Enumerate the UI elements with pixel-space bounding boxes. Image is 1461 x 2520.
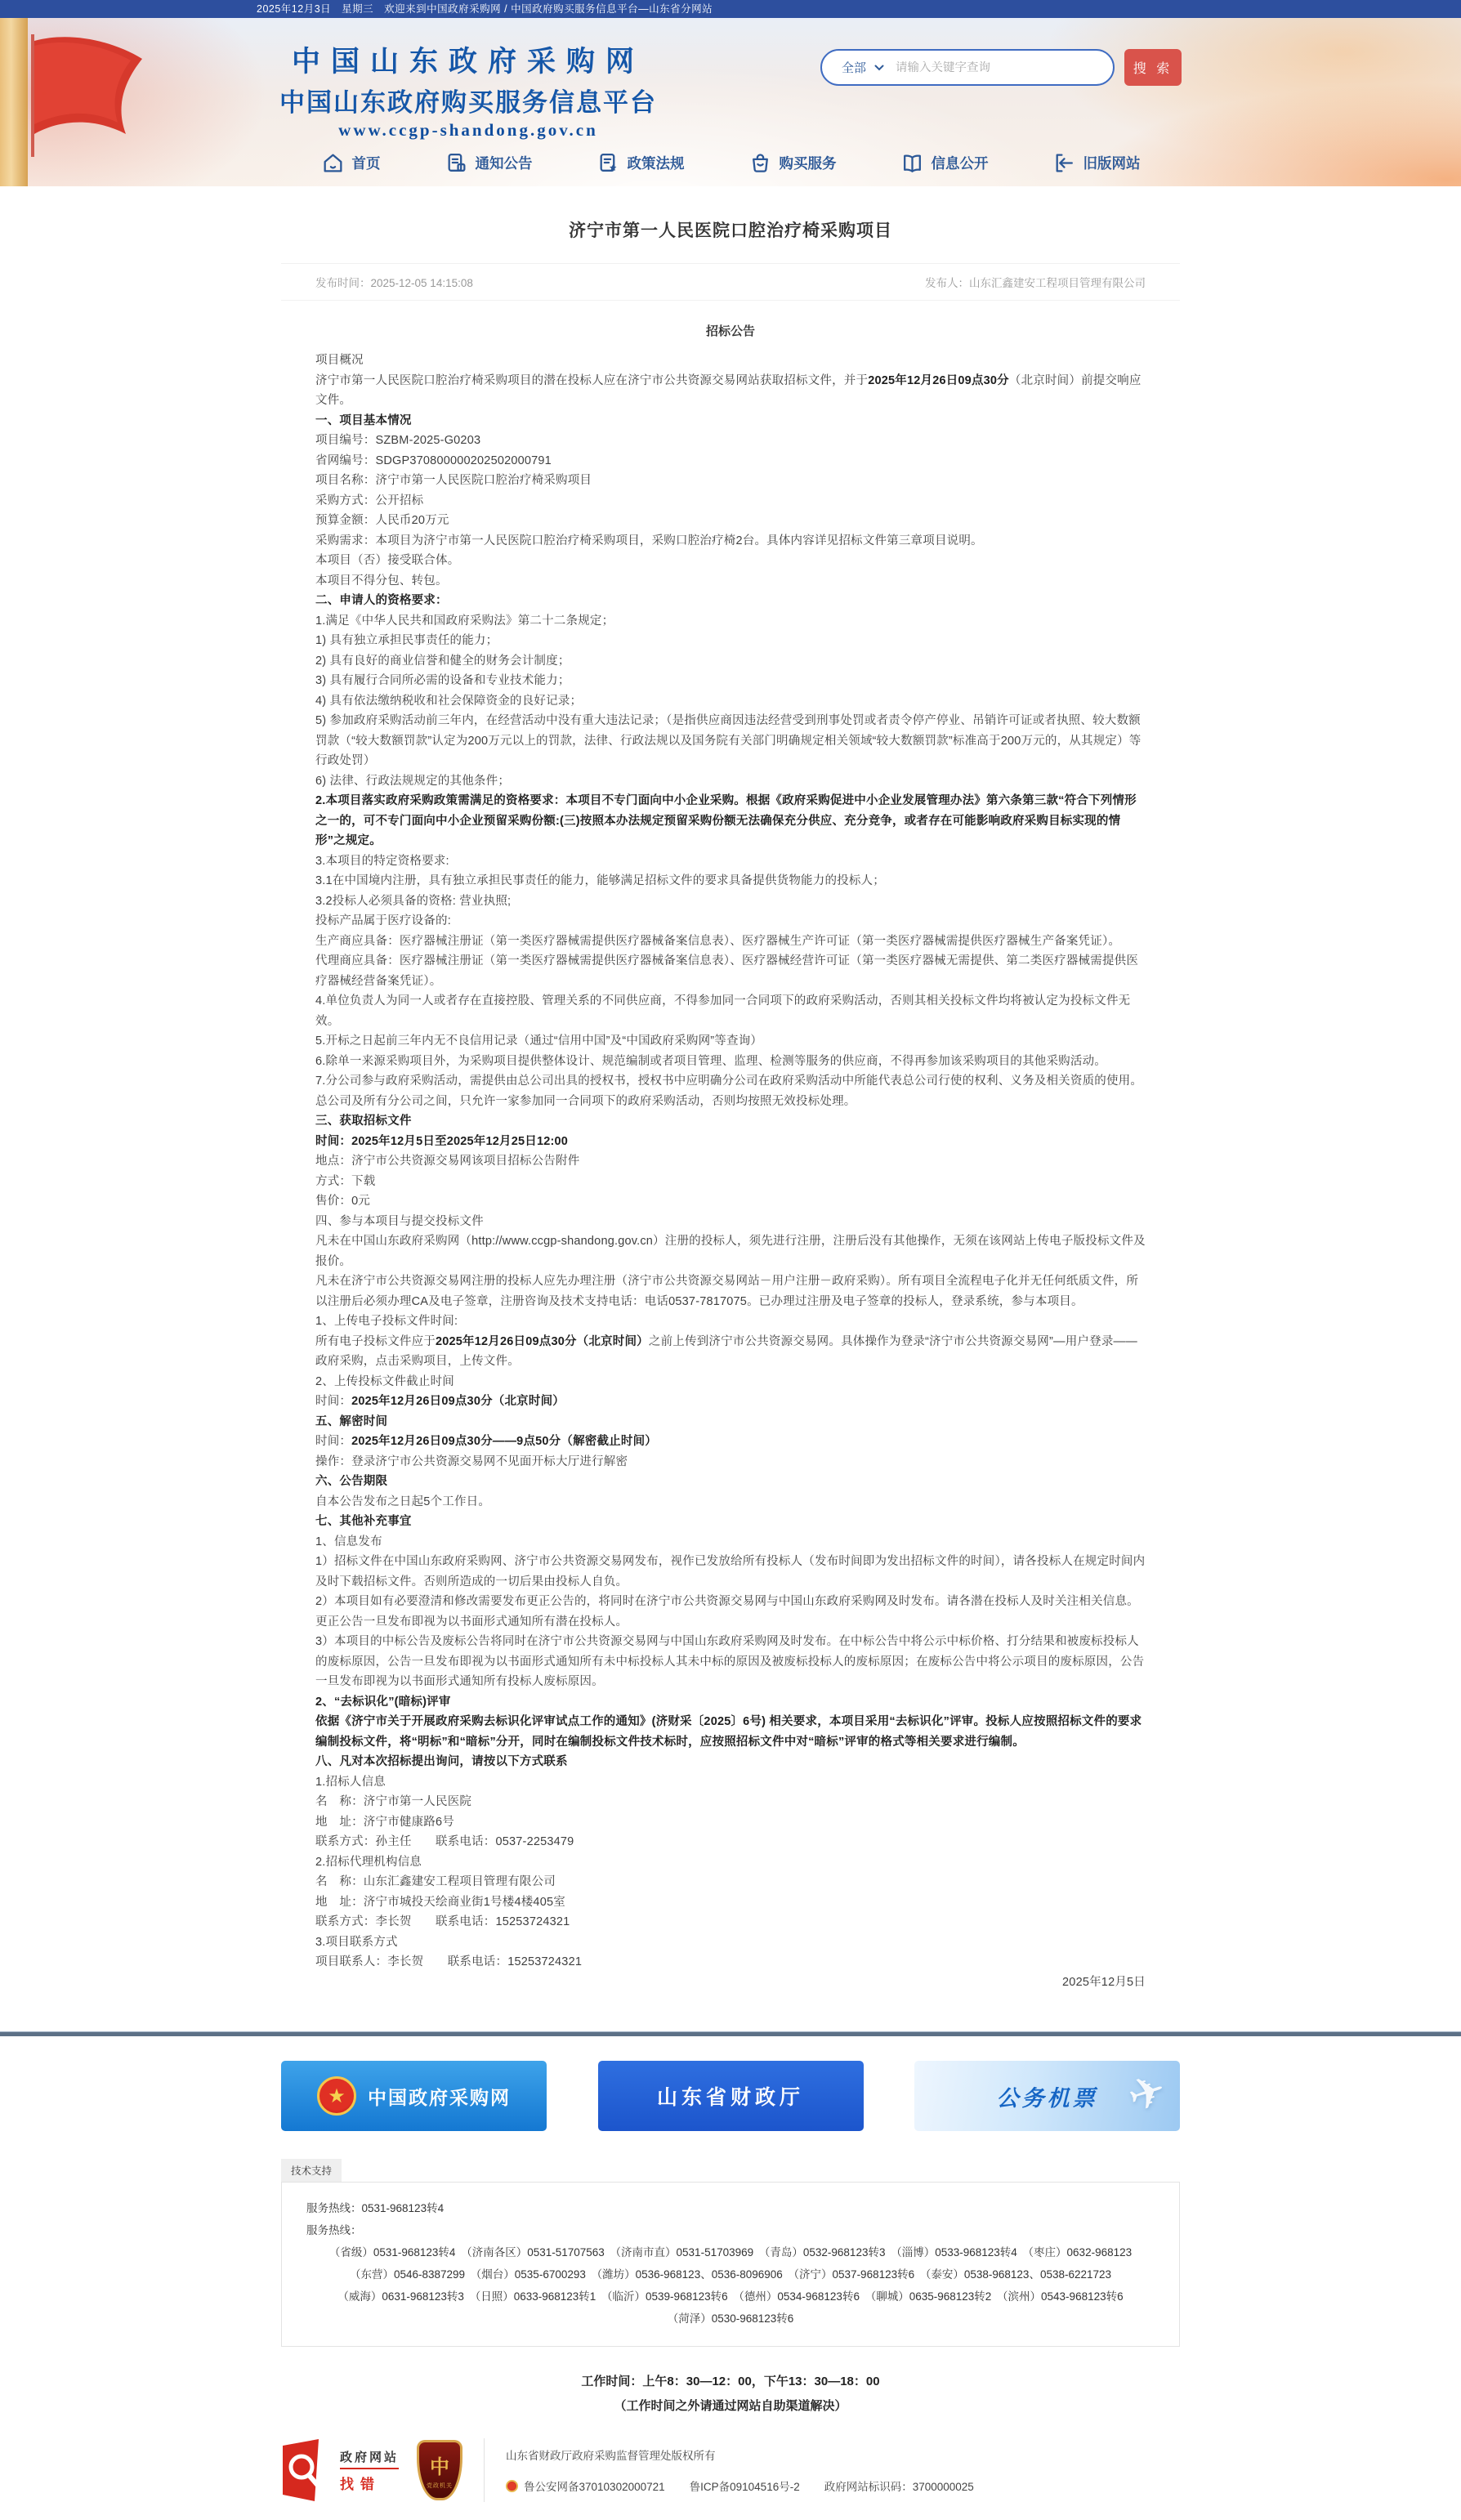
airplane-icon: ✈ — [1121, 2064, 1173, 2123]
search-input[interactable] — [896, 61, 1100, 74]
article-paragraph: 5.开标之日起前三年内无不良信用记录（通过“信用中国”及“中国政府采购网”等查询） — [315, 1034, 763, 1048]
nav-item-old-site[interactable] — [1052, 151, 1141, 175]
article-paragraph: 省网编号：SDGP370800000202502000791 — [315, 454, 552, 467]
banner-ccgp[interactable] — [281, 2061, 547, 2131]
article-paragraph: 六、公告期限 — [315, 1475, 388, 1488]
publish-time-label: 发布时间： — [315, 277, 371, 289]
article-paragraph: 4.单位负责人为同一人或者存在直接控股、管理关系的不同供应商，不得参加同一合同项下的政府采购活动，否则其相关投标文件均将被认定为投标文件无效。 — [315, 994, 1131, 1028]
badge-glyph: 中 — [430, 2457, 450, 2478]
banner-official-flights[interactable] — [914, 2061, 1180, 2131]
banner-label: 山东省财政厅 — [656, 2086, 804, 2109]
party-gov-badge[interactable] — [417, 2440, 462, 2500]
worktime-note: （工作时间之外请通过网站自助渠道解决） — [614, 2399, 847, 2413]
nav-label: 首页 — [351, 155, 381, 172]
hotline-line: （省级）0531-968123转4 （济南各区）0531-51707563 （济南市直）0531-51703969 （青岛）0532-968123转3 （淄博）0533-968123转4 （枣庄）0632-968123 — [328, 2246, 1133, 2259]
article-paragraph: 自本公告发布之日起5个工作日。 — [315, 1495, 491, 1508]
nav-item-home[interactable] — [321, 151, 381, 175]
article-paragraph: 3）本项目的中标公告及废标公告将同时在济宁市公共资源交易网与中国山东政府采购网及时发布。在中标公告中将公示中标价格、打分结果和被废标投标人的废标原因，公告一旦发布即视为以书面形式通知所有未中标投标人其未中标的原因及被废标投标人的废标原因；在废标公告中将公示项目的废标原因，公告一旦发布即视为以书面形式通知所有投标人废标原因。 — [315, 1635, 1145, 1688]
article-paragraph: 2) 具有良好的商业信誉和健全的财务会计制度； — [315, 654, 570, 668]
search-bar — [820, 49, 1182, 86]
article-paragraph: 三、获取招标文件 — [315, 1115, 412, 1128]
article-paragraph: 3.项目联系方式 — [315, 1935, 398, 1949]
hotline-line: （菏泽）0530-968123转6 — [667, 2312, 794, 2325]
meta-row — [281, 263, 1180, 301]
footer-divider — [0, 2031, 1461, 2036]
icp-record: 鲁ICP备09104516号-2 — [689, 2481, 800, 2493]
site-logo-subtitle: 中国山东政府购买服务信息平台 — [279, 88, 657, 117]
badge-label: 党政机关 — [427, 2483, 453, 2489]
article-paragraph: 4) 具有依法缴纳税收和社会保障资金的良好记录； — [315, 694, 583, 708]
article-body — [281, 346, 1180, 2004]
home-icon — [321, 151, 345, 175]
article-paragraph: 联系方式：孙主任 联系电话：0537-2253479 — [315, 1835, 574, 1848]
article-paragraph: 7.分公司参与政府采购活动，需提供由总公司出具的授权书，授权书中应明确分公司在政府采购活动中所能代表总公司行使的权利、义务及相关资质的使用。总公司及所有分公司之间，只允许一家参加同一合同项下的政府采购活动，否则均按照无效投标处理。 — [315, 1075, 1143, 1108]
chevron-down-icon — [874, 65, 884, 71]
article-paragraph: 采购方式：公开招标 — [315, 494, 424, 507]
psb-record — [506, 2478, 665, 2494]
worktime-hours: 工作时间：上午8：30—12：00，下午13：30—18：00 — [581, 2375, 880, 2388]
article-paragraph: 投标产品属于医疗设备的: — [315, 914, 451, 927]
shopping-bag-icon — [748, 151, 772, 175]
article-paragraph: 项目编号：SZBM-2025-G0203 — [315, 434, 481, 447]
article-paragraph: 预算金额：人民币20万元 — [315, 514, 449, 527]
site-logo-title: 中国山东政府采购网 — [291, 46, 645, 78]
copyright-line: 山东省财政厅政府采购监督管理处版权所有 — [506, 2450, 716, 2462]
article-paragraph: 2.本项目落实政府采购政策需满足的资格要求：本项目不专门面向中小企业采购。根据《政府采购促进中小企业发展管理办法》第六条第三款“符合下列情形之一的，可不专门面向中小企业预留采购份额:(三)按照本办法规定预留采购份额无法确保充分供应、充分竞争，或者存在可能影响政府采购目标实现的情形”之规定。 — [315, 794, 1137, 847]
article-paragraph: 所有电子投标文件应于2025年12月26日09点30分（北京时间）之前上传到济宁市公共资源交易网。具体操作为登录“济宁市公共资源交易网”—用户登录——政府采购，点击采购项目，上传文件。 — [315, 1334, 1137, 1368]
article-paragraph: 五、解密时间 — [315, 1414, 388, 1428]
policy-icon — [596, 151, 620, 175]
finderr-texts — [340, 2448, 399, 2493]
article-paragraph: 本项目不得分包、转包。 — [315, 574, 448, 588]
site-logo — [279, 39, 657, 141]
article-paragraph: 5) 参加政府采购活动前三年内，在经营活动中没有重大违法记录；（是指供应商因违法经营受到刑事处罚或者责令停产停业、吊销许可证或者执照、较大数额罚款（“较大数额罚款”认定为200万元以上的罚款，法律、行政法规以及国务院有关部门明确规定相关领域“较大数额罚款”标准高于200万元的，从其规定）等行政处罚） — [315, 714, 1142, 767]
hotline-secondary-label: 服务热线： — [306, 2224, 362, 2236]
site-header — [0, 18, 1461, 186]
article-paragraph: 2、上传投标文件截止时间 — [315, 1374, 454, 1388]
search-category-value: 全部 — [842, 61, 867, 75]
site-logo-url: www.ccgp-shandong.gov.cn — [338, 120, 598, 140]
worktime — [0, 2370, 1461, 2419]
article-paragraph: 2）本项目如有必要澄清和修改需要发布更正公告的，将同时在济宁市公共资源交易网与中国山东政府采购网及时发布。请各潜在投标人及时关注相关信息。更正公告一旦发布即视为以书面形式通知所有潜在投标人。 — [315, 1595, 1139, 1629]
red-flag-art — [21, 29, 160, 168]
article-paragraph: 名 称：山东汇鑫建安工程项目管理有限公司 — [315, 1875, 556, 1888]
site-code — [824, 2478, 974, 2494]
footer-texts — [506, 2446, 974, 2494]
article-paragraph: 时间：2025年12月5日至2025年12月25日12:00 — [315, 1134, 569, 1148]
article-paragraph: 联系方式：李长贺 联系电话：15253724321 — [315, 1915, 570, 1928]
hotline-line: （东营）0546-8387299 （烟台）0535-6700293 （潍坊）0536-968123、0536-8096906 （济宁）0537-968123转6 （泰安）0538-968123、0538-6221723 — [349, 2268, 1112, 2281]
article-paragraph: 项目联系人：李长贺 联系电话：15253724321 — [315, 1955, 583, 1968]
article-paragraph: 操作：登录济宁市公共资源交易网不见面开标大厅进行解密 — [315, 1454, 628, 1468]
article-paragraph: 1) 具有独立承担民事责任的能力； — [315, 634, 498, 647]
banner-finance-dept[interactable] — [598, 2061, 864, 2131]
article-paragraph: 时间：2025年12月26日09点30分（北京时间） — [315, 1395, 565, 1408]
records-line — [506, 2478, 974, 2494]
article-paragraph: 售价：0元 — [315, 1195, 371, 1208]
article-paragraph: 采购需求：本项目为济宁市第一人民医院口腔治疗椅采购项目，采购口腔治疗椅2台。具体内容详见招标文件第三章项目说明。 — [315, 534, 983, 547]
publish-time-value: 2025-12-05 14:15:08 — [370, 277, 473, 289]
publisher — [925, 274, 1146, 290]
article-paragraph: 1.招标人信息 — [315, 1775, 386, 1789]
site-code-value: 3700000025 — [912, 2481, 974, 2493]
search-category-select[interactable] — [842, 59, 884, 76]
article-paragraph: 本项目（否）接受联合体。 — [315, 554, 460, 567]
article-paragraph: 地点：济宁市公共资源交易网该项目招标公告附件 — [315, 1155, 580, 1168]
search-button[interactable]: 搜 索 — [1124, 49, 1182, 86]
footer-separator — [484, 2438, 485, 2502]
article-paragraph: 6.除单一来源采购项目外，为采购项目提供整体设计、规范编制或者项目管理、监理、检测等服务的供应商，不得再参加该采购项目的其他采购活动。 — [315, 1054, 1106, 1068]
police-emblem-icon — [506, 2480, 518, 2492]
article-paragraph: 3) 具有履行合同所必需的设备和专业技术能力； — [315, 674, 570, 687]
publish-time — [315, 274, 473, 290]
nav-item-disclosure[interactable] — [900, 151, 989, 175]
article-paragraph: 6) 法律、行政法规规定的其他条件； — [315, 774, 511, 788]
support-section — [281, 2159, 1180, 2347]
hotline-primary: 服务热线：0531-968123转4 — [306, 2202, 445, 2214]
search-pill — [820, 49, 1115, 86]
welcome-text: 2025年12月3日 星期三 欢迎来到中国政府采购网 / 中国政府购买服务信息平台—山东省分网站 — [257, 3, 713, 15]
article-paragraph: 时间：2025年12月26日09点30分——9点50分（解密截止时间） — [315, 1435, 657, 1448]
article-paragraph: 2.招标代理机构信息 — [315, 1855, 422, 1869]
article-paragraph: 1、上传电子投标文件时间: — [315, 1315, 458, 1328]
article-paragraph: 项目概况 — [315, 354, 364, 367]
article-paragraph: 代理商应具备：医疗器械注册证（第一类医疗器械需提供医疗器械备案信息表）、医疗器械经营许可证（第一类医疗器械无需提供、第二类医疗器械需提供医疗器械经营备案凭证）。 — [315, 954, 1139, 988]
article-paragraph: 地 址：济宁市健康路6号 — [315, 1815, 454, 1829]
article-paragraph: 依据《济宁市关于开展政府采购去标识化评审试点工作的通知》(济财采〔2025〕6号) 相关要求，本项目采用“去标识化”评审。投标人应按照招标文件的要求编制投标文件，将“明标”和“暗标”分开，同时在编制投标文件技术标时，应按照招标文件中对“暗标”评审的格式等相关要求进行编制。 — [315, 1715, 1142, 1749]
nav-label: 信息公开 — [931, 155, 989, 172]
publisher-value: 山东汇鑫建安工程项目管理有限公司 — [969, 277, 1146, 289]
notice-heading: 招标公告 — [705, 324, 755, 338]
article-paragraph: 1.满足《中华人民共和国政府采购法》第二十二条规定； — [315, 614, 614, 628]
national-emblem-icon: ★ — [317, 2076, 356, 2116]
back-arrow-icon — [1052, 151, 1076, 175]
article-paragraph: 3.本项目的特定资格要求: — [315, 854, 449, 868]
article-paragraph: 3.1在中国境内注册，具有独立承担民事责任的能力，能够满足招标文件的要求具备提供货物能力的投标人； — [315, 874, 885, 887]
article-paragraph: 七、其他补充事宜 — [315, 1515, 412, 1528]
article-paragraph: 八、凡对本次招标提出询问，请按以下方式联系 — [315, 1755, 568, 1768]
article-paragraph: 2、“去标识化”(暗标)评审 — [315, 1695, 451, 1709]
nav-item-services[interactable] — [748, 151, 837, 175]
article-paragraph: 济宁市第一人民医院口腔治疗椅采购项目的潜在投标人应在济宁市公共资源交易网站获取招标文件，并于2025年12月26日09点30分（北京时间）前提交响应文件。 — [315, 373, 1142, 407]
publisher-label: 发布人： — [925, 277, 969, 289]
support-box — [281, 2182, 1180, 2347]
open-book-icon — [900, 151, 924, 175]
site-code-label: 政府网站标识码： — [824, 2481, 913, 2493]
support-tab[interactable]: 技术支持 — [281, 2159, 342, 2182]
article-paragraph: 四、参与本项目与提交投标文件 — [315, 1214, 484, 1228]
nav-item-policies[interactable] — [596, 151, 685, 175]
nav-label: 通知公告 — [475, 155, 533, 172]
article-paragraph: 项目名称：济宁市第一人民医院口腔治疗椅采购项目 — [315, 474, 592, 487]
main-nav — [257, 151, 1204, 175]
article-paragraph: 1、信息发布 — [315, 1535, 382, 1548]
article-paragraph: 1）招标文件在中国山东政府采购网、济宁市公共资源交易网发布，视作已发放给所有投标人（发布时间即为发出招标文件的时间），请各投标人在规定时间内及时下载招标文件。否则所造成的一切后果由投标人自负。 — [315, 1555, 1146, 1588]
finderr-site-label: 政府网站 — [340, 2448, 399, 2469]
hotline-line: （威海）0631-968123转3 （日照）0633-968123转1 （临沂）0539-968123转6 （德州）0534-968123转6 （聊城）0635-968123转2 （滨州）0543-968123转6 — [337, 2290, 1124, 2303]
article-paragraph: 名 称：济宁市第一人民医院 — [315, 1795, 472, 1808]
partner-banners — [281, 2061, 1180, 2131]
nav-item-notices[interactable] — [445, 151, 533, 175]
notice-icon — [445, 151, 468, 175]
article-paragraph: 方式：下载 — [315, 1174, 376, 1188]
article-paragraph: 凡未在济宁市公共资源交易网注册的投标人应先办理注册（济宁市公共资源交易网站－用户注册－政府采购）。所有项目全流程电子化并无任何纸质文件，所以注册后必须办理CA及电子签章，注册咨询及技术支持电话：电话0537-7817075。已办理过注册及电子签章的投标人，登录系统，参与本项目。 — [315, 1275, 1139, 1308]
article-paragraph: 二、申请人的资格要求： — [315, 594, 448, 607]
page-title: 济宁市第一人民医院口腔治疗椅采购项目 — [569, 221, 892, 240]
magnifier-flag-icon — [281, 2439, 333, 2501]
finderr-error-label: 找错 — [340, 2476, 381, 2492]
bottom-footer — [281, 2438, 1180, 2520]
content — [281, 186, 1180, 2004]
article-paragraph: 3.2投标人必须具备的资格: 营业执照; — [315, 894, 512, 908]
nav-label: 政策法规 — [627, 155, 685, 172]
top-bar — [0, 0, 1461, 18]
article-paragraph: 地 址：济宁市城投天绘商业街1号楼4楼405室 — [315, 1895, 565, 1909]
nav-label: 购买服务 — [779, 155, 837, 172]
gov-site-error-report-logo[interactable] — [281, 2439, 399, 2501]
psb-record-text: 鲁公安网备37010302000721 — [524, 2481, 665, 2493]
article-paragraph: 一、项目基本情况 — [315, 413, 412, 427]
nav-label: 旧版网站 — [1083, 155, 1141, 172]
article-paragraph: 生产商应具备：医疗器械注册证（第一类医疗器械需提供医疗器械备案信息表）、医疗器械生产许可证（第一类医疗器械需提供医疗器械生产备案凭证）。 — [315, 934, 1121, 948]
article-paragraph: 2025年12月5日 — [1062, 1975, 1146, 1989]
banner-label: 公务机票 — [996, 2085, 1098, 2111]
hotline-region-lines — [306, 2241, 1155, 2330]
banner-label: 中国政府采购网 — [368, 2086, 511, 2108]
article-paragraph: 凡未在中国山东政府采购网（http://www.ccgp-shandong.gov.cn）注册的投标人，须先进行注册，注册后没有其他操作，无须在该网站上传电子版投标文件及报价。 — [315, 1235, 1146, 1268]
